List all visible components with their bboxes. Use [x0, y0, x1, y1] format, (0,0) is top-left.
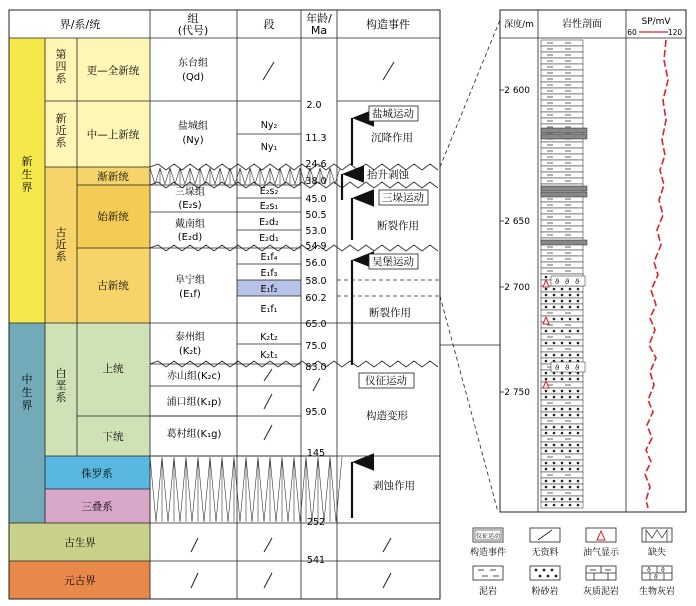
- siltstone-mark: [553, 486, 556, 489]
- era-mesozoic-label: 中生界: [21, 373, 33, 412]
- siltstone-mark: [577, 450, 580, 453]
- event-yizheng-movement: 仪征运动: [365, 375, 407, 387]
- siltstone-mark: [553, 504, 556, 507]
- siltstone-mark: [561, 504, 564, 507]
- series-holocene-label: 更—全新统: [86, 65, 140, 77]
- era-cenozoic-label: 新生界: [21, 155, 33, 194]
- siltstone-mark: [561, 306, 564, 309]
- formation-dainan: 戴南组: [175, 219, 205, 230]
- siltstone-mark: [569, 498, 572, 501]
- siltstone-mark: [561, 288, 564, 291]
- formation-chishan: 赤山组(K₂c): [167, 371, 221, 382]
- formation-sanduo: 三垛组: [175, 187, 205, 198]
- siltstone-mark: [553, 426, 556, 429]
- siltstone-mark: [553, 288, 556, 291]
- legend-mudstone: 泥岩: [478, 587, 498, 597]
- siltstone-mark: [561, 444, 564, 447]
- siltstone-mark: [545, 294, 548, 297]
- age-label: 38.0: [305, 176, 327, 187]
- siltstone-mark: [561, 396, 564, 399]
- siltstone-mark: [553, 300, 556, 303]
- member-e1f1: E₁f₁: [260, 304, 278, 315]
- siltstone-mark: [577, 396, 580, 399]
- siltstone-mark: [561, 480, 564, 483]
- siltstone-mark: [577, 306, 580, 309]
- siltstone-mark: [561, 462, 564, 465]
- siltstone-mark: [553, 330, 556, 333]
- calcareous-band: [541, 134, 587, 139]
- siltstone-mark: [545, 276, 548, 279]
- formation-yancheng-code: (Ny): [182, 135, 204, 146]
- age-label: 60.2: [305, 293, 327, 304]
- siltstone-mark: [577, 426, 580, 429]
- age-label: 75.0: [305, 341, 327, 352]
- age-label: 54.9: [305, 241, 327, 252]
- calcareous-band: [541, 186, 587, 191]
- age-label: 24.6: [305, 159, 327, 170]
- legend-event-box-text: 仪征运动: [475, 533, 501, 540]
- siltstone-mark: [553, 498, 556, 501]
- siltstone-mark: [553, 414, 556, 417]
- siltstone-mark: [577, 408, 580, 411]
- siltstone-mark: [545, 396, 548, 399]
- header-age: 年龄/: [306, 12, 332, 25]
- siltstone-mark: [553, 378, 556, 381]
- member-ny2: Ny₂: [260, 120, 278, 131]
- siltstone-mark: [577, 318, 580, 321]
- legend-calcareous-mudstone: 灰质泥岩: [582, 587, 620, 597]
- siltstone-mark: [577, 342, 580, 345]
- event-yancheng-movement: 盐城运动: [372, 108, 414, 120]
- siltstone-mark: [569, 444, 572, 447]
- siltstone-mark: [545, 414, 548, 417]
- siltstone-mark: [545, 444, 548, 447]
- header-age-unit: Ma: [310, 24, 328, 37]
- siltstone-mark: [553, 342, 556, 345]
- bioclastic-mark: ϑ: [555, 278, 560, 286]
- member-ny1: Ny₁: [260, 142, 278, 153]
- siltstone-mark: [577, 354, 580, 357]
- age-label: 45.0: [305, 194, 327, 205]
- siltstone-mark: [561, 354, 564, 357]
- siltstone-mark: [577, 498, 580, 501]
- siltstone-mark: [561, 414, 564, 417]
- legend: [470, 528, 675, 597]
- formation-taizhou: 泰州组: [175, 332, 205, 343]
- header-group-code: (代号): [177, 24, 209, 37]
- member-e2d2: E₂d₂: [259, 217, 279, 228]
- age-label: 11.3: [305, 133, 327, 144]
- siltstone-mark: [553, 354, 556, 357]
- depth-tick-label: 2 650: [504, 217, 530, 227]
- svg-text:ϑ: ϑ: [647, 567, 651, 574]
- formation-yancheng: 盐城组: [178, 121, 208, 132]
- log-lithology-header: 岩性剖面: [562, 19, 602, 30]
- event-denudation: 剥蚀作用: [373, 480, 415, 492]
- siltstone-mark: [577, 444, 580, 447]
- legend-oil-gas-show: 油气显示: [582, 548, 620, 558]
- siltstone-mark: [577, 480, 580, 483]
- siltstone-mark: [561, 294, 564, 297]
- event-tectonic-deformation: 构造变形: [366, 410, 408, 422]
- siltstone-mark: [577, 468, 580, 471]
- event-rifting: 断裂作用: [369, 307, 411, 319]
- siltstone-mark: [545, 390, 548, 393]
- member-e2s2: E₂s₂: [259, 186, 279, 197]
- legend-mudstone-swatch: [473, 566, 503, 580]
- connector-lines: [337, 20, 500, 512]
- siltstone-mark: [545, 498, 548, 501]
- siltstone-mark: [545, 450, 548, 453]
- system-paleogene-label: 古近系: [55, 226, 67, 263]
- bioclastic-mark: ϑ: [575, 278, 580, 286]
- siltstone-mark: [553, 318, 556, 321]
- siltstone-mark: [577, 432, 580, 435]
- siltstone-mark: [577, 414, 580, 417]
- legend-siltstone-swatch: [530, 566, 560, 580]
- member-e1f2: E₁f₂: [260, 284, 278, 295]
- age-label: 541: [306, 555, 326, 566]
- siltstone-mark: [561, 468, 564, 471]
- event-uplift-erosion: 抬升剥蚀: [367, 169, 409, 181]
- missing-hatch-band: [150, 457, 342, 522]
- legend-tectonic-event: 构造事件: [469, 548, 507, 558]
- siltstone-mark: [561, 318, 564, 321]
- siltstone-mark: [545, 408, 548, 411]
- bioclastic-mark: ϑ: [575, 364, 580, 372]
- depth-tick-label: 2 600: [504, 86, 530, 96]
- log-depth-header: 深度/m: [504, 20, 534, 30]
- log-sp-max: 120: [667, 28, 683, 37]
- siltstone-mark: [553, 450, 556, 453]
- age-label: 252: [306, 517, 326, 528]
- formation-funing-code: (E₁f): [179, 289, 201, 300]
- legend-siltstone: 粉砂岩: [531, 587, 559, 597]
- siltstone-mark: [569, 378, 572, 381]
- formation-dainan-code: (E₂d): [177, 232, 203, 243]
- system-jurassic-label: 侏罗系: [81, 468, 113, 480]
- age-label: 50.5: [305, 210, 327, 221]
- system-neogene-label: 新近系: [55, 112, 67, 149]
- siltstone-mark: [553, 306, 556, 309]
- siltstone-mark: [545, 462, 548, 465]
- siltstone-mark: [561, 408, 564, 411]
- member-e2d1: E₂d₁: [259, 233, 279, 244]
- siltstone-mark: [569, 408, 572, 411]
- siltstone-mark: [545, 330, 548, 333]
- siltstone-mark: [577, 330, 580, 333]
- siltstone-mark: [569, 342, 572, 345]
- age-label: 56.0: [305, 258, 327, 269]
- siltstone-mark: [545, 306, 548, 309]
- siltstone-mark: [561, 300, 564, 303]
- formation-pukou: 浦口组(K₁p): [166, 397, 222, 408]
- siltstone-mark: [553, 408, 556, 411]
- siltstone-mark: [561, 450, 564, 453]
- series-lower-cretaceous-label: 下统: [102, 431, 124, 443]
- legend-no-data: 无资料: [531, 548, 559, 558]
- age-label: 95.0: [305, 407, 327, 418]
- siltstone-mark: [577, 300, 580, 303]
- age-label: 58.0: [305, 276, 327, 287]
- siltstone-mark: [569, 468, 572, 471]
- svg-text:ϑ: ϑ: [661, 567, 665, 574]
- depth-tick-label: 2 750: [504, 388, 530, 398]
- member-e1f3: E₁f₃: [260, 268, 278, 279]
- siltstone-mark: [569, 486, 572, 489]
- age-label: 2.0: [306, 100, 322, 111]
- siltstone-mark: [569, 426, 572, 429]
- svg-text:ϑ: ϑ: [654, 574, 658, 581]
- siltstone-mark: [569, 432, 572, 435]
- siltstone-mark: [553, 444, 556, 447]
- header-era-system-series: 界/系/统: [59, 18, 101, 31]
- siltstone-mark: [545, 342, 548, 345]
- siltstone-mark: [569, 306, 572, 309]
- siltstone-mark: [545, 300, 548, 303]
- formation-gecun: 葛村组(K₁g): [166, 429, 222, 440]
- legend-missing: 缺失: [647, 548, 667, 558]
- siltstone-mark: [561, 378, 564, 381]
- bioclastic-mark: ϑ: [565, 364, 570, 372]
- siltstone-mark: [577, 486, 580, 489]
- calcareous-band: [541, 128, 587, 133]
- siltstone-mark: [545, 354, 548, 357]
- siltstone-mark: [569, 414, 572, 417]
- member-k2t2: K₂t₂: [260, 332, 278, 343]
- siltstone-mark: [569, 288, 572, 291]
- era-proterozoic-label: 元古界: [64, 575, 96, 587]
- no-data-marks: [191, 62, 394, 588]
- siltstone-mark: [569, 318, 572, 321]
- siltstone-mark: [545, 372, 548, 375]
- header-group: 组: [187, 12, 199, 25]
- era-paleozoic-label: 古生界: [64, 537, 96, 549]
- siltstone-mark: [561, 330, 564, 333]
- bioclastic-mark: ϑ: [555, 364, 560, 372]
- formation-funing: 阜宁组: [175, 275, 205, 286]
- log-sp-min: 60: [627, 28, 637, 37]
- siltstone-mark: [553, 294, 556, 297]
- calcareous-band: [541, 192, 587, 197]
- header-member: 段: [263, 18, 275, 31]
- system-quaternary-label: 第四系: [55, 48, 67, 85]
- series-upper-cretaceous-label: 上统: [102, 363, 124, 375]
- siltstone-mark: [545, 468, 548, 471]
- header-events: 构造事件: [366, 18, 410, 31]
- siltstone-mark: [569, 294, 572, 297]
- series-miocene-pliocene-label: 中—上新统: [86, 129, 140, 141]
- series-oligocene-label: 渐新统: [97, 171, 129, 183]
- depth-tick-label: 2 700: [504, 283, 530, 293]
- member-k2t1: K₂t₁: [260, 350, 278, 361]
- siltstone-mark: [545, 432, 548, 435]
- log-sp-header: SP/mV: [641, 17, 671, 27]
- formation-dongtai-code: (Qd): [181, 72, 205, 83]
- lithology-column: [541, 40, 587, 508]
- siltstone-mark: [545, 486, 548, 489]
- siltstone-mark: [577, 504, 580, 507]
- siltstone-mark: [553, 390, 556, 393]
- siltstone-mark: [553, 480, 556, 483]
- calcareous-band: [541, 240, 587, 245]
- siltstone-mark: [553, 396, 556, 399]
- series-eocene-label: 始新统: [97, 211, 129, 223]
- siltstone-mark: [577, 288, 580, 291]
- siltstone-mark: [553, 468, 556, 471]
- age-label: 53.0: [305, 226, 327, 237]
- system-cretaceous-label: 白垩系: [55, 367, 67, 404]
- siltstone-mark: [569, 396, 572, 399]
- siltstone-mark: [545, 360, 548, 363]
- formation-sanduo-code: (E₂s): [178, 200, 202, 211]
- event-subsidence: 沉降作用: [371, 132, 413, 144]
- siltstone-mark: [545, 426, 548, 429]
- siltstone-mark: [561, 498, 564, 501]
- event-sanduo-movement: 三垛运动: [382, 192, 424, 204]
- era-mesozoic-cell: [9, 323, 45, 523]
- siltstone-mark: [569, 504, 572, 507]
- siltstone-mark: [569, 450, 572, 453]
- siltstone-mark: [569, 462, 572, 465]
- siltstone-mark: [553, 462, 556, 465]
- siltstone-mark: [577, 462, 580, 465]
- siltstone-mark: [545, 504, 548, 507]
- formation-dongtai: 东台组: [178, 58, 208, 69]
- siltstone-mark: [545, 288, 548, 291]
- siltstone-mark: [569, 480, 572, 483]
- siltstone-mark: [561, 390, 564, 393]
- siltstone-mark: [569, 300, 572, 303]
- siltstone-mark: [577, 390, 580, 393]
- event-rifting: 断裂作用: [377, 220, 419, 232]
- siltstone-mark: [561, 342, 564, 345]
- age-label: 83.0: [305, 362, 327, 373]
- siltstone-mark: [577, 294, 580, 297]
- member-e2s1: E₂s₁: [259, 201, 279, 212]
- siltstone-mark: [553, 432, 556, 435]
- age-label: 65.0: [305, 319, 327, 330]
- siltstone-mark: [561, 486, 564, 489]
- siltstone-mark: [561, 432, 564, 435]
- system-triassic-label: 三叠系: [81, 501, 113, 513]
- formation-taizhou-code: (K₂t): [178, 346, 202, 357]
- siltstone-mark: [577, 378, 580, 381]
- series-paleocene-label: 古新统: [97, 280, 129, 292]
- siltstone-mark: [545, 480, 548, 483]
- legend-bioclastic-limestone: 生物灰岩: [638, 587, 676, 597]
- event-wubao-movement: 吴堡运动: [372, 256, 414, 268]
- siltstone-mark: [569, 354, 572, 357]
- bioclastic-mark: ϑ: [565, 278, 570, 286]
- member-e1f4: E₁f₄: [260, 252, 278, 263]
- age-label: 145: [306, 448, 326, 459]
- siltstone-mark: [569, 330, 572, 333]
- siltstone-mark: [561, 426, 564, 429]
- siltstone-mark: [569, 390, 572, 393]
